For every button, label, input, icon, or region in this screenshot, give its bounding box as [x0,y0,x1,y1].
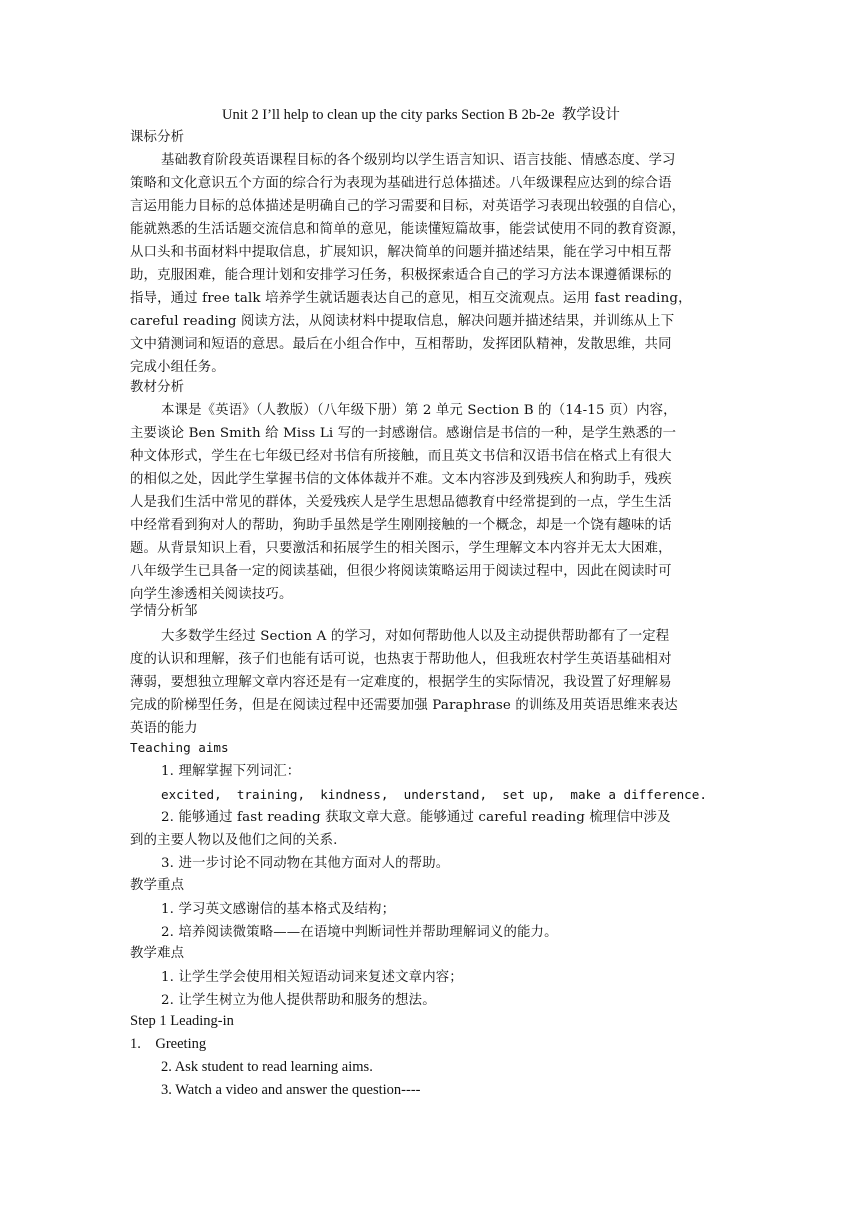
paragraph-line: 度的认识和理解，孩子们也能有话可说，也热衷于帮助他人，但我班农村学生英语基础相对 [130,652,672,667]
step-item: 3. Watch a video and answer the question---- [161,1082,421,1098]
aim-item: 1. 理解掌握下列词汇： [161,764,301,779]
paragraph-line: 完成小组任务。 [130,360,225,375]
step-item: 2. Ask student to read learning aims. [161,1059,373,1075]
difficulty-item: 1. 让学生学会使用相关短语动词来复述文章内容； [161,970,463,985]
paragraph-line: 的相似之处，因此学生掌握书信的文体体裁并不难。文本内容涉及到残疾人和狗助手，残疾 [130,472,672,487]
paragraph-line: 向学生渗透相关阅读技巧。 [130,587,293,602]
vocabulary-line: excited, training, kindness, understand, set up, make a difference. [161,787,707,802]
paragraph-line: 指导，通过 free talk 培养学生就话题表达自己的意见，相互交流观点。运用 fast reading， [130,291,692,306]
difficulty-item: 2. 让学生树立为他人提供帮助和服务的想法。 [161,993,436,1008]
paragraph-line: 八年级学生已具备一定的阅读基础，但很少将阅读策略运用于阅读过程中，因此在阅读时可 [130,564,672,579]
section-heading-jiaocai: 教材分析 [130,380,185,395]
document-title: Unit 2 I’ll help to clean up the city parks Section B 2b-2e 教学设计 [222,107,620,123]
key-point-item: 1. 学习英文感谢信的基本格式及结构； [161,902,396,917]
paragraph-line: 主要谈论 Ben Smith 给 Miss Li 写的一封感谢信。感谢信是书信的一种，是学生熟悉的一 [130,426,677,441]
aim-item: 2. 能够通过 fast reading 获取文章大意。能够通过 careful reading 梳理信中涉及 [161,810,671,825]
section-heading-aims: Teaching aims [130,740,229,755]
paragraph-line: 大多数学生经过 Section A 的学习，对如何帮助他人以及主动提供帮助都有了一定程 [161,629,670,644]
paragraph-line: 基础教育阶段英语课程目标的各个级别均以学生语言知识、语言技能、情感态度、学习 [161,153,676,168]
step-item: 1. Greeting [130,1036,207,1052]
paragraph-line: 从口头和书面材料中提取信息，扩展知识，解决简单的问题并描述结果，能在学习中相互帮 [130,245,672,260]
paragraph-line: 言运用能力目标的总体描述是明确自己的学习需要和目标，对英语学习表现出较强的自信心， [130,199,686,214]
paragraph-line: careful reading 阅读方法，从阅读材料中提取信息，解决问题并描述结果，并训练从上下 [130,314,675,329]
paragraph-line: 人是我们生活中常见的群体，关爱残疾人是学生思想品德教育中经常提到的一点，学生生活 [130,495,672,510]
paragraph-line: 英语的能力 [130,721,198,736]
section-heading-zhongdian: 教学重点 [130,878,185,893]
section-heading-nandian: 教学难点 [130,946,185,961]
paragraph-line: 本课是《英语》（人教版）（八年级下册）第 2 单元 Section B 的（14-15 页）内容， [161,403,677,418]
section-heading-kebiao: 课标分析 [130,130,185,145]
paragraph-line: 种文体形式，学生在七年级已经对书信有所接触，而且英文书信和汉语书信在格式上有很大 [130,449,672,464]
paragraph-line: 助，克服困难，能合理计划和安排学习任务，积极探索适合自己的学习方法本课遵循课标的 [130,268,672,283]
paragraph-line: 完成的阶梯型任务，但是在阅读过程中还需要加强 Paraphrase 的训练及用英语思维来表达 [130,698,678,713]
paragraph-line: 文中猜测词和短语的意思。最后在小组合作中，互相帮助，发挥团队精神，发散思维，共同 [130,337,672,352]
paragraph-line: 能就熟悉的生活话题交流信息和简单的意见，能读懂短篇故事，能尝试使用不同的教育资源， [130,222,686,237]
paragraph-line: 题。从背景知识上看，只要激活和拓展学生的相关图示，学生理解文本内容并无太大困难， [130,541,672,556]
paragraph-line: 中经常看到狗对人的帮助，狗助手虽然是学生刚刚接触的一个概念，却是一个饶有趣味的话 [130,518,672,533]
aim-item: 3. 进一步讨论不同动物在其他方面对人的帮助。 [161,856,450,871]
aim-item-continued: 到的主要人物以及他们之间的关系. [130,833,338,848]
key-point-item: 2. 培养阅读微策略——在语境中判断词性并帮助理解词义的能力。 [161,925,558,940]
section-heading-xueqing: 学情分析邹 [130,604,198,619]
paragraph-line: 策略和文化意识五个方面的综合行为表现为基础进行总体描述。八年级课程应达到的综合语 [130,176,672,191]
paragraph-line: 薄弱，要想独立理解文章内容还是有一定难度的，根据学生的实际情况，我设置了好理解易 [130,675,672,690]
section-heading-step1: Step 1 Leading-in [130,1013,234,1029]
